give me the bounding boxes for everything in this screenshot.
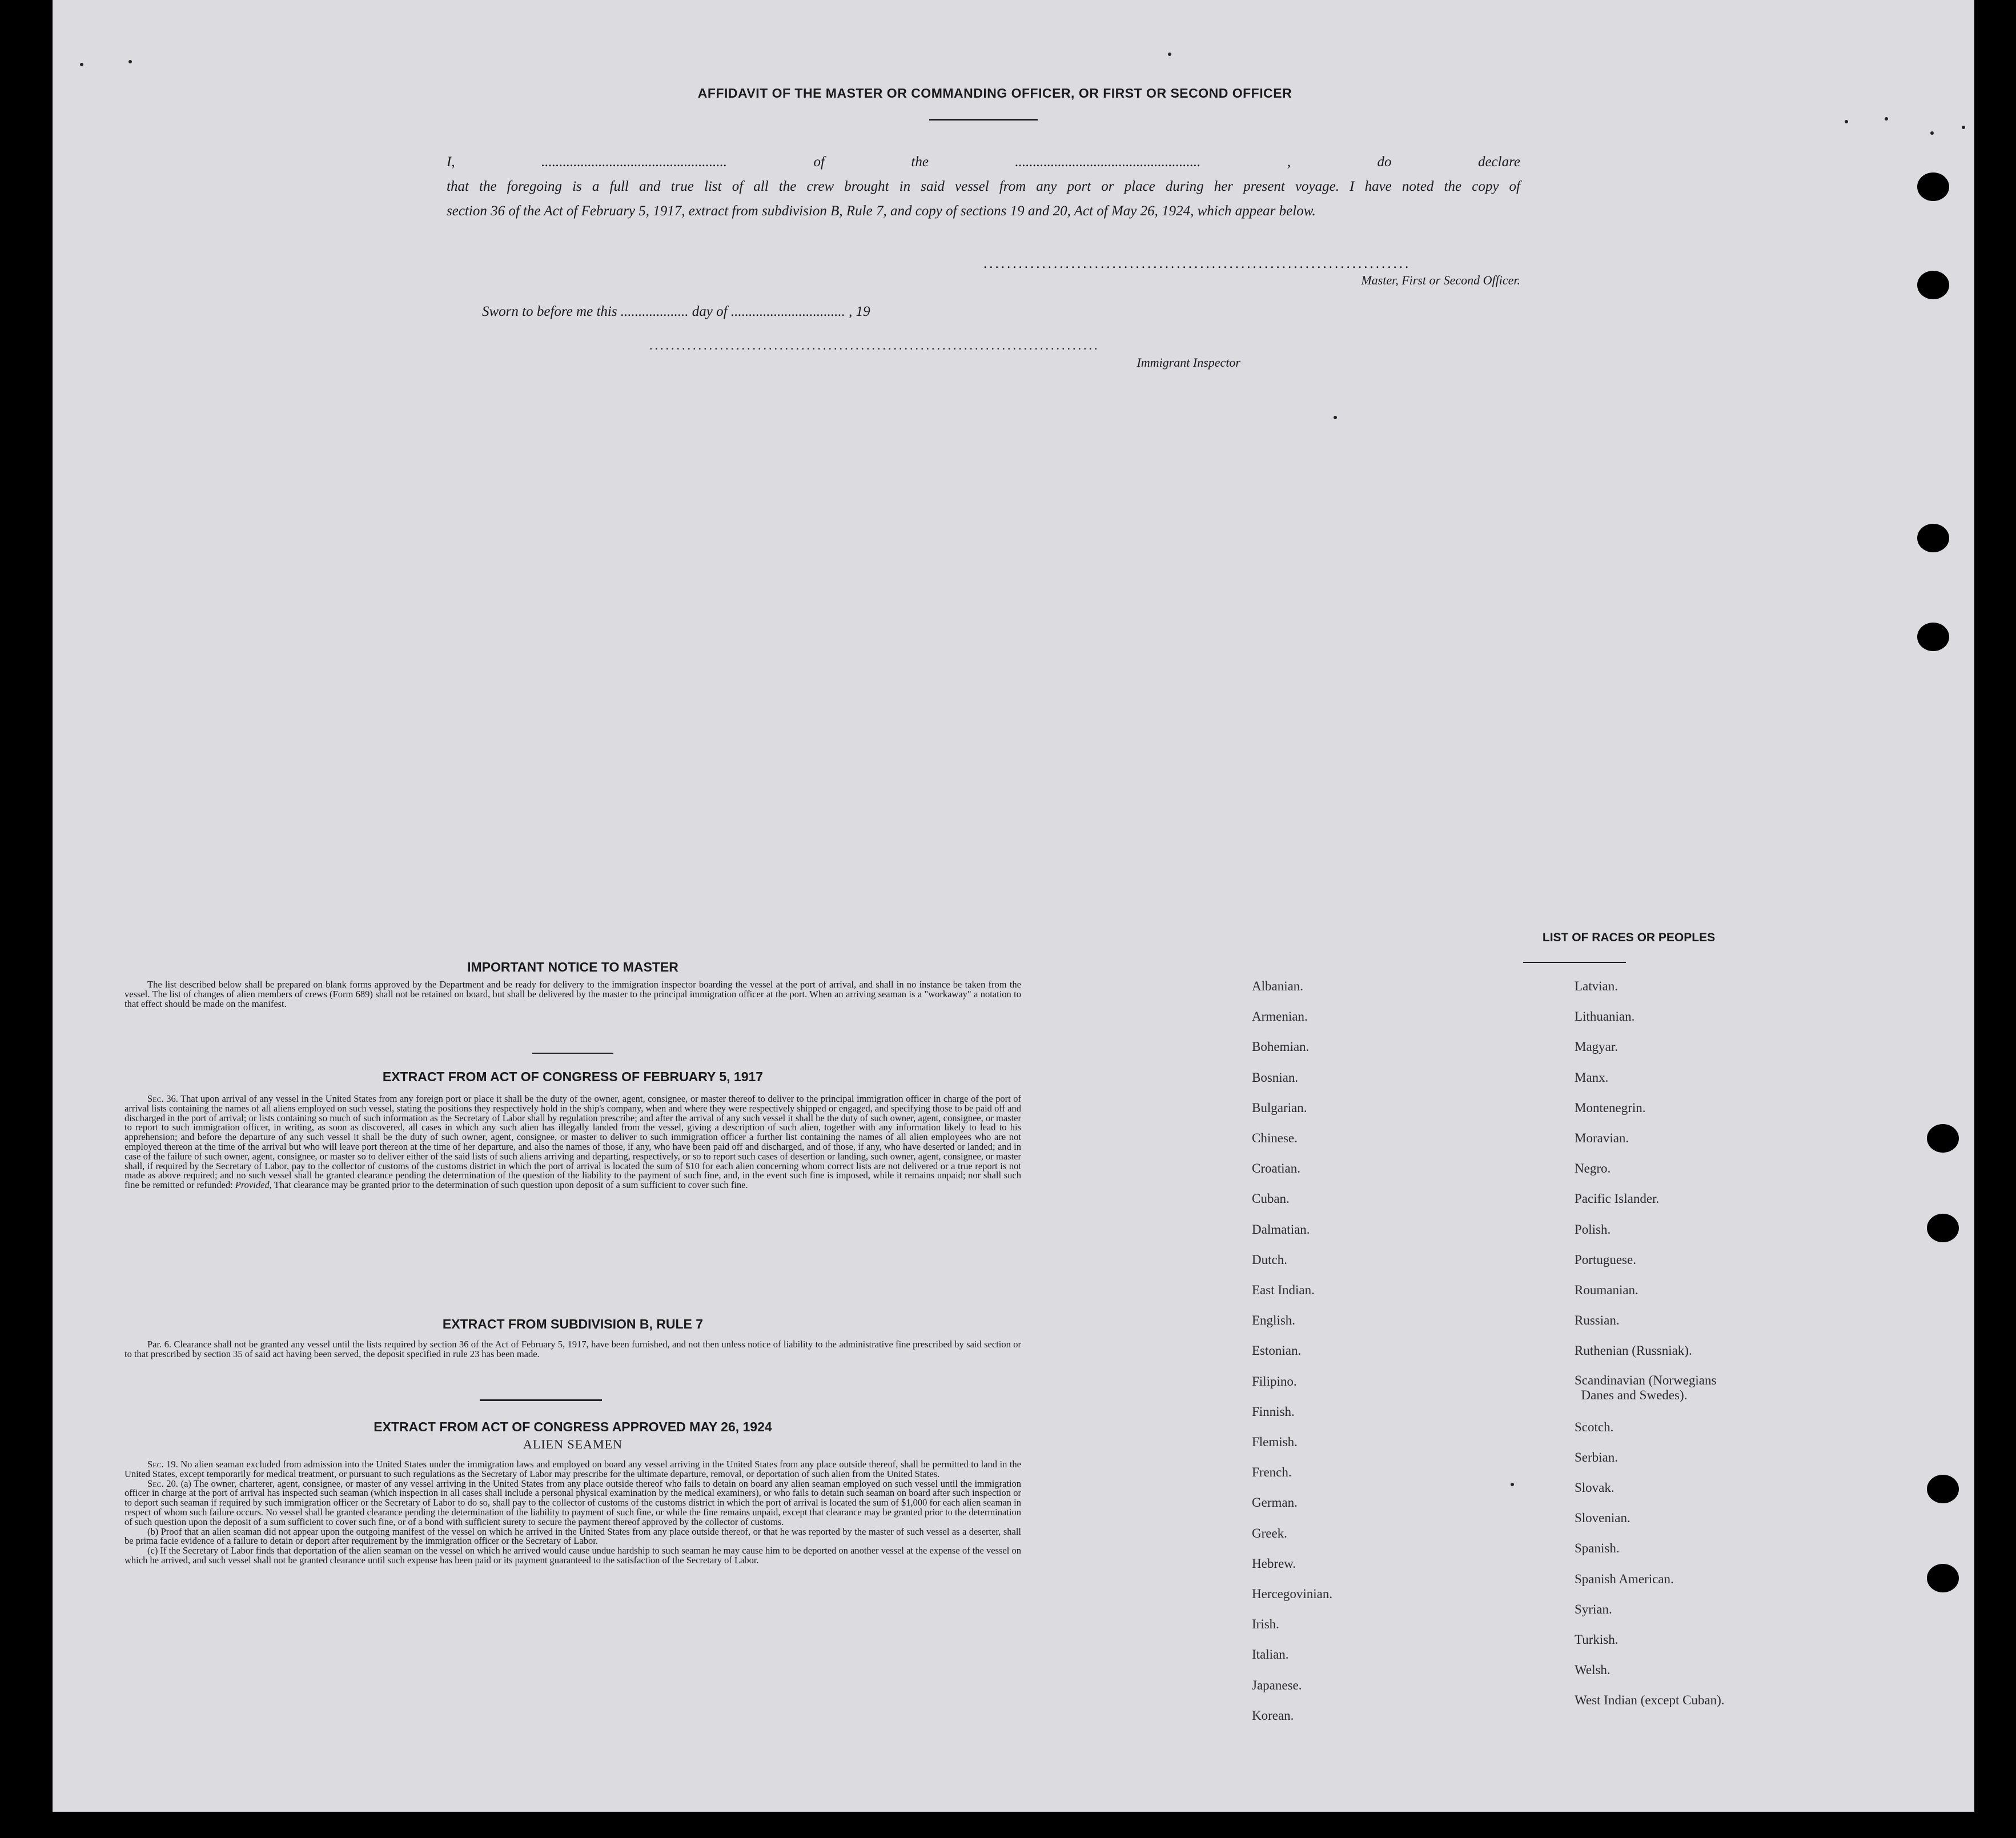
declaration-line-2-text: that the foregoing is a full and true list of all the crew brought in said vessel from any port or place during her present voyage. I have noted the copy of	[447, 179, 1520, 194]
extract-rule7-title: EXTRACT FROM SUBDIVISION B, RULE 7	[442, 1317, 704, 1331]
extract-rule7-text	[125, 1340, 1021, 1359]
speck	[1930, 131, 1934, 135]
declaration-line-3-text: section 36 of the Act of February 5, 1917, extract from subdivision B, Rule 7, and copy of sections 19 and 20, Act of May 26, 1924, which appear below.	[447, 203, 1316, 219]
race-item: West Indian (except Cuban).	[1575, 1693, 1725, 1708]
proviso-label: Provided,	[235, 1179, 272, 1191]
race-item: Turkish.	[1575, 1632, 1619, 1647]
inspector-caption: Immigrant Inspector	[1136, 355, 1240, 370]
race-item: Croatian.	[1252, 1161, 1300, 1176]
race-item: Spanish American.	[1575, 1571, 1674, 1586]
binder-hole	[1927, 1214, 1959, 1242]
race-item: Scandinavian (Norwegians Danes and Swedes).	[1575, 1373, 1717, 1402]
divider-2	[480, 1399, 602, 1401]
race-item: Polish.	[1575, 1222, 1611, 1237]
race-item: Bulgarian.	[1252, 1100, 1307, 1115]
races-title: LIST OF RACES OR PEOPLES	[1542, 931, 1716, 944]
declaration-line-1	[447, 150, 1520, 175]
race-item: Flemish.	[1252, 1435, 1298, 1450]
race-item: Hebrew.	[1252, 1556, 1296, 1571]
race-item: Cuban.	[1252, 1191, 1290, 1206]
race-item: Syrian.	[1575, 1602, 1612, 1616]
title-divider	[929, 119, 1038, 121]
race-item: Greek.	[1252, 1526, 1287, 1540]
race-item: Ruthenian (Russniak).	[1575, 1343, 1692, 1358]
race-item: Serbian.	[1575, 1450, 1619, 1464]
sworn-line-text: Sworn to before me this ................... day of ................................ , 19	[482, 304, 870, 319]
race-item: Slovenian.	[1575, 1511, 1631, 1526]
sec-20a-text: (a) The owner, charterer, agent, consignee, or master of any vessel arriving in the United States from any place outside thereof who fails to detain on board any alien seaman employed on such vessel until the immigration officer in charge at the port of arrival has inspected such seaman (which inspection in all cases shall include a personal physical examination by the medical examiners), or who fails to detain such seaman on board after such inspection or to deport such seaman if required by such immigration officer or the Secretary of Labor to do so, shall pay to the collector of customs of the customs district in which the port of arrival is located the sum of $1,000 for each alien seaman in respect of whom such failure occurs. No vessel shall be granted clearance pending the determination of the liability to payment of such fine, or while the fine remains unpaid, except that clearance may be granted prior to the determination of such question upon the deposit of a sum sufficient to cover such fine, or of a bond with sufficient surety to secure the payment thereof approved by the collector of customs.	[125, 1478, 1022, 1527]
race-item: Estonian.	[1252, 1343, 1302, 1358]
race-item: Korean.	[1252, 1708, 1294, 1723]
race-item: Dutch.	[1252, 1252, 1287, 1267]
binder-hole	[1927, 1124, 1959, 1153]
speck	[1962, 126, 1965, 129]
race-item: Russian.	[1575, 1313, 1620, 1328]
binder-hole	[1917, 623, 1949, 651]
declaration-line-2	[447, 174, 1520, 199]
binder-hole	[1927, 1564, 1959, 1592]
notice-title: IMPORTANT NOTICE TO MASTER	[467, 960, 678, 974]
document-page	[53, 0, 1974, 1812]
divider-1	[532, 1053, 613, 1054]
proviso-text: That clearance may be granted prior to the determination of such question upon deposit of a sum sufficient to cover such fine.	[274, 1179, 748, 1191]
sec-20c-text: (c) If the Secretary of Labor finds that deportation of the alien seaman on the vessel on which he arrived would cause undue hardship to such seaman he may cause him to be deported on another vessel at the expense of the vessel on which he arrived, and such vessel shall not be granted clearance until such expense has been paid or its payment guaranteed to the satisfaction of the Secretary of Labor.	[125, 1545, 1021, 1566]
race-item: Welsh.	[1575, 1663, 1611, 1678]
extract-1917-text	[125, 1094, 1021, 1190]
declaration-line-3	[447, 199, 1520, 224]
declaration-line-1-text: I, .................................................... of the .................................................... , do declare	[447, 154, 1520, 170]
race-item: Portuguese.	[1575, 1252, 1636, 1267]
race-item: French.	[1252, 1465, 1292, 1480]
race-item: Filipino.	[1252, 1374, 1297, 1388]
race-item: Albanian.	[1252, 979, 1304, 993]
sec-19-label: Sec. 19.	[147, 1459, 178, 1470]
race-item: Spanish.	[1575, 1541, 1620, 1556]
speck	[1845, 120, 1848, 123]
binder-hole	[1917, 271, 1949, 299]
race-item: Lithuanian.	[1575, 1009, 1635, 1024]
speck	[1885, 117, 1888, 121]
master-signature-line: .........................................................................	[983, 256, 1411, 271]
race-item: German.	[1252, 1495, 1298, 1510]
race-item: Montenegrin.	[1575, 1100, 1646, 1115]
race-item: Armenian.	[1252, 1009, 1308, 1024]
rule7-paragraph: Par. 6. Clearance shall not be granted any vessel until the lists required by section 36 of the Act of February 5, 1917, have been furnished, and not then unless notice of liability to the administrative fine prescribed by said section or to that prescribed by section 35 of said act having been served, the deposit specified in rule 23 has been made.	[125, 1339, 1021, 1359]
affidavit-title: AFFIDAVIT OF THE MASTER OR COMMANDING OFFICER, OR FIRST OR SECOND OFFICER	[697, 86, 1292, 101]
sec-36-text: That upon arrival of any vessel in the United States from any foreign port or place it shall be the duty of the owner, agent, consignee, or master thereof to deliver to the principal immigration officer in charge of the port of arrival lists containing the names of all aliens employed on such vessel, stating the positions they respectively hold in the ship's company, when and where they were respectively shipped or engaged, and specifying those to be paid off and discharged in the port of arrival; or lists containing so much of such information as the Secretary of Labor shall by regulation prescribe; and after the arrival of any such vessel it shall be the duty of such owner, agent, consignee, or master to report to such immigration officer, in writing, as soon as discovered, all cases in which any such alien has illegally landed from the vessel, giving a description of such alien, together with any information likely to lead to his apprehension; and before the departure of any such vessel it shall be the duty of such owner, agent, consignee, or master to deliver to such immigration officer a further list containing the names of all alien employees who are not employed thereon at the time of the arrival but who will leave port thereon at the time of her departure, and also the names of those, if any, who have been paid off and discharged, and of those, if any, who have deserted or landed; and in case of the failure of such owner, agent, consignee, or master so to deliver either of the said lists of such aliens arriving and departing, respectively, or so to report such cases of desertion or landing, such owner, agent, consignee, or master shall, if required by the Secretary of Labor, pay to the collector of customs of the customs district in which the port of arrival is located the sum of $10 for each alien concerning whom correct lists are not delivered or a true report is not made as above required; and no such vessel shall be granted clearance pending the determination of the question of the liability to the payment of such fine, and, in the event such fine is imposed, while it remains unpaid; nor shall such fine be remitted or refunded:	[125, 1093, 1021, 1191]
master-caption: Master, First or Second Officer.	[1361, 273, 1520, 287]
races-column-2	[1575, 971, 1725, 1716]
race-item: Italian.	[1252, 1647, 1289, 1662]
notice-paragraph: The list described below shall be prepared on blank forms approved by the Department and be ready for delivery to the immigration inspector boarding the vessel at the port of arrival, and shall in no instance be taken from the vessel. The list of changes of alien members of crews (Form 689) shall not be retained on board, but shall be delivered by the master to the principal immigration officer at the port. When an arriving seaman is a "workaway" a notation to that effect should be made on the manifest.	[125, 979, 1021, 1009]
race-item: Chinese.	[1252, 1131, 1298, 1146]
race-item: Manx.	[1575, 1070, 1609, 1085]
race-item: Japanese.	[1252, 1678, 1302, 1692]
binder-hole	[1917, 172, 1949, 201]
sec-20-label: Sec. 20.	[147, 1478, 178, 1489]
race-item: Negro.	[1575, 1161, 1611, 1176]
race-item: Finnish.	[1252, 1404, 1295, 1419]
race-item: Magyar.	[1575, 1040, 1619, 1054]
race-item: East Indian.	[1252, 1283, 1315, 1298]
race-item: Irish.	[1252, 1617, 1279, 1632]
race-item: Moravian.	[1575, 1131, 1629, 1146]
race-item: Roumanian.	[1575, 1283, 1638, 1298]
race-item: Bosnian.	[1252, 1070, 1299, 1085]
race-item: Pacific Islander.	[1575, 1191, 1660, 1206]
race-item: Latvian.	[1575, 979, 1618, 993]
speck	[1168, 53, 1171, 56]
race-item: Bohemian.	[1252, 1040, 1310, 1054]
alien-seamen-subtitle: ALIEN SEAMEN	[523, 1437, 623, 1451]
extract-1924-text	[125, 1460, 1021, 1566]
race-item: Hercegovinian.	[1252, 1587, 1333, 1602]
inspector-signature-line: ...................................................................................	[649, 338, 1100, 352]
race-item: Dalmatian.	[1252, 1222, 1310, 1237]
sec-20b-text: (b) Proof that an alien seaman did not appear upon the outgoing manifest of the vessel on which he arrived in the United States from any place outside thereof, or that he was reported by the master of such vessel as a deserter, shall be prima facie evidence of a failure to detain or deport after requirement by the immigration officer or the Secretary of Labor.	[125, 1526, 1021, 1547]
sec-19-text: No alien seaman excluded from admission into the United States under the immigration laws and employed on board any vessel arriving in the United States from any place outside thereof, shall be permitted to land in the United States, except temporarily for medical treatment, or pursuant to such regulations as the Secretary of Labor may prescribe for the ultimate departure, removal, or deportation of such alien from the United States.	[125, 1459, 1022, 1479]
notice-text	[125, 980, 1021, 1009]
race-item: Slovak.	[1575, 1480, 1615, 1495]
speck	[1511, 1483, 1514, 1486]
binder-hole	[1917, 524, 1949, 552]
sec-36-label: Sec. 36.	[147, 1093, 178, 1104]
speck	[128, 60, 132, 63]
speck	[80, 63, 83, 66]
races-column-1	[1252, 971, 1332, 1731]
binder-hole	[1927, 1475, 1959, 1503]
extract-1917-title: EXTRACT FROM ACT OF CONGRESS OF FEBRUARY 5, 1917	[382, 1069, 764, 1084]
races-divider	[1523, 962, 1626, 963]
race-item: Scotch.	[1575, 1419, 1614, 1434]
speck	[1334, 416, 1337, 419]
sworn-line	[482, 299, 1282, 324]
extract-1924-title: EXTRACT FROM ACT OF CONGRESS APPROVED MAY 26, 1924	[374, 1419, 772, 1434]
race-item: English.	[1252, 1313, 1296, 1328]
